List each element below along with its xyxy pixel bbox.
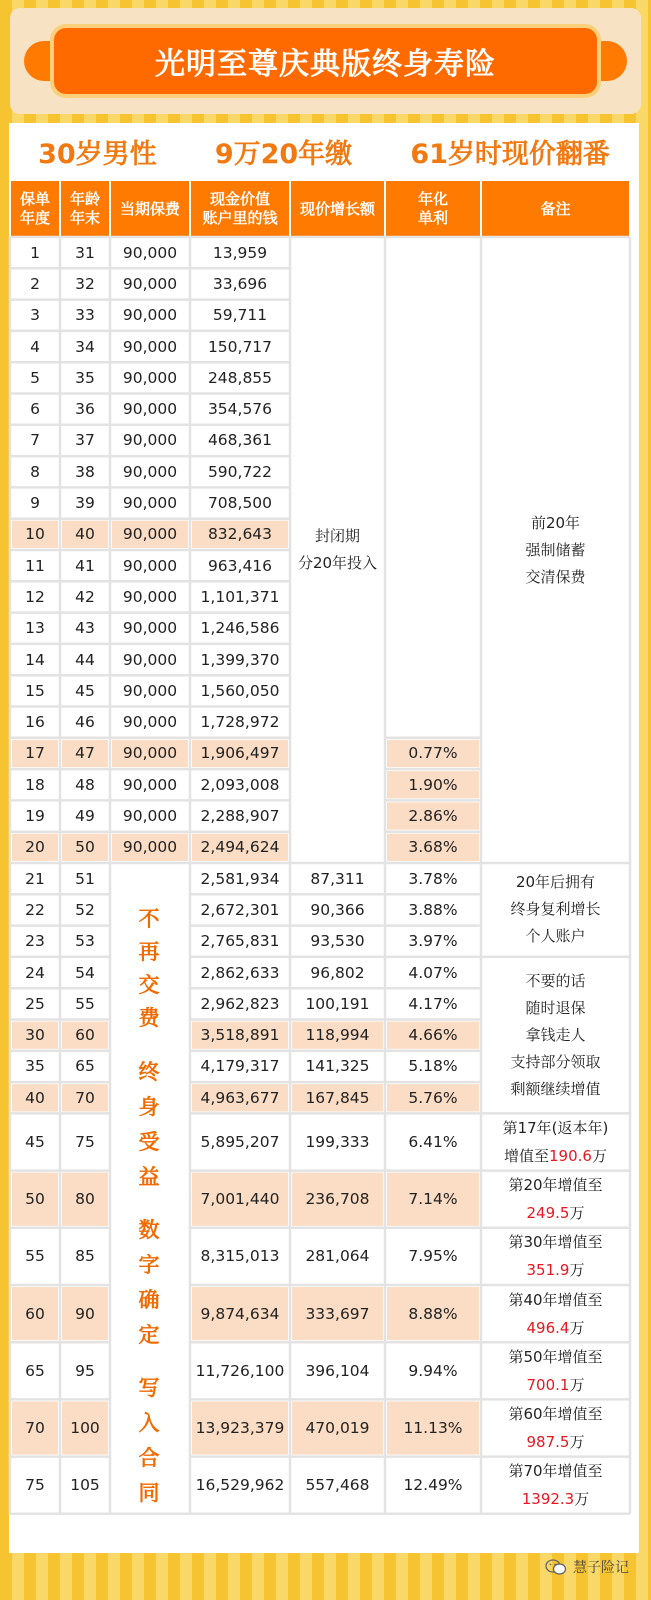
milestone-label: 第20年增值至 [508, 1176, 603, 1195]
cell-year: 23 [25, 932, 45, 951]
milestone-note [481, 1457, 630, 1514]
cell-age: 46 [75, 713, 95, 732]
column-header-text: 账户里的钱 [202, 209, 278, 227]
milestone-label: 第70年增值至 [508, 1462, 603, 1481]
milestone-unit: 万 [574, 1490, 590, 1509]
cell-rate: 11.13% [403, 1418, 463, 1437]
cell-rate: 4.07% [408, 963, 458, 982]
cell-age: 80 [75, 1190, 95, 1209]
note-line: 个人账户 [525, 927, 586, 946]
cell-age: 49 [75, 807, 95, 826]
cell-year: 16 [25, 713, 45, 732]
page-title: 光明至尊庆典版终身寿险 [54, 28, 597, 94]
column-header-text: 年末 [69, 209, 100, 227]
note-first-20-years [481, 237, 630, 863]
cell-age: 52 [75, 900, 95, 919]
vertical-slogan [110, 0, 188, 1600]
cell-year: 1 [30, 243, 40, 262]
cell-rate: 12.49% [403, 1476, 463, 1495]
milestone-unit: 万 [569, 1318, 585, 1337]
cell-premium: 90,000 [122, 807, 178, 826]
vertical-char: 写 [138, 1376, 160, 1400]
cell-cash: 963,416 [207, 556, 273, 575]
cell-rate: 6.41% [408, 1132, 458, 1151]
column-header [190, 181, 290, 237]
cell-age: 65 [75, 1057, 95, 1076]
cell-year: 13 [25, 619, 45, 638]
cell-cash: 4,179,317 [200, 1057, 280, 1076]
cell-cash: 2,765,831 [200, 932, 280, 951]
cell-growth: 199,333 [305, 1132, 370, 1151]
cell-cash: 150,717 [207, 337, 273, 356]
cell-age: 41 [75, 556, 95, 575]
cell-year: 50 [25, 1190, 45, 1209]
cell-cash: 354,576 [207, 400, 273, 419]
cell-year: 70 [25, 1418, 45, 1437]
milestone-unit: 万 [569, 1204, 585, 1223]
cell-premium: 90,000 [122, 744, 178, 763]
column-header-text: 保单 [19, 190, 50, 208]
cell-cash: 13,959 [212, 243, 268, 262]
cell-cash: 832,643 [207, 525, 273, 544]
cell-year: 3 [30, 306, 40, 325]
cell-age: 75 [75, 1132, 95, 1151]
cell-growth: 118,994 [305, 1026, 370, 1045]
milestone-amount: 1392.3 [521, 1490, 575, 1509]
cell-growth: 281,064 [305, 1247, 370, 1266]
milestone-note [481, 1228, 630, 1285]
cell-rate: 8.88% [408, 1304, 458, 1323]
milestone-value [527, 1428, 585, 1456]
cell-premium: 90,000 [122, 494, 178, 513]
cell-year: 22 [25, 900, 45, 919]
milestone-label: 第30年增值至 [508, 1233, 603, 1252]
milestone-label: 第40年增值至 [508, 1290, 603, 1309]
column-header-text: 年龄 [69, 190, 100, 208]
cell-age: 38 [75, 462, 95, 481]
cell-premium: 90,000 [122, 556, 178, 575]
cell-year: 21 [25, 869, 45, 888]
milestone-amount: 496.4 [526, 1318, 570, 1337]
cell-growth: 236,708 [305, 1190, 370, 1209]
cell-growth: 470,019 [305, 1418, 370, 1437]
cell-age: 33 [75, 306, 95, 325]
vertical-char: 合 [138, 1446, 160, 1470]
cell-year: 18 [25, 775, 45, 794]
cell-age: 48 [75, 775, 95, 794]
cell-premium: 90,000 [122, 400, 178, 419]
cell-premium: 90,000 [122, 431, 178, 450]
cell-cash: 468,361 [207, 431, 273, 450]
cell-year: 65 [25, 1361, 45, 1380]
vertical-char: 同 [138, 1481, 160, 1505]
cell-premium: 90,000 [122, 306, 178, 325]
cell-rate: 1.90% [408, 775, 458, 794]
column-header-text: 年化 [417, 190, 448, 208]
vertical-char: 入 [138, 1411, 160, 1435]
cell-growth: 167,845 [305, 1088, 370, 1107]
cell-growth: 141,325 [305, 1057, 370, 1076]
milestone-note [481, 1342, 630, 1399]
cell-cash: 16,529,962 [195, 1476, 285, 1495]
cell-cash: 2,581,934 [200, 869, 280, 888]
note-line: 不要的话 [525, 971, 586, 990]
cell-premium: 90,000 [122, 713, 178, 732]
note-line: 20年后拥有 [515, 873, 596, 892]
cell-growth: 333,697 [305, 1304, 370, 1323]
note-line: 随时退保 [525, 998, 586, 1017]
cell-premium: 90,000 [122, 274, 178, 293]
cell-year: 25 [25, 994, 45, 1013]
note-line: 前20年 [530, 513, 581, 532]
cell-cash: 8,315,013 [200, 1247, 280, 1266]
milestone-note [481, 1113, 630, 1170]
cell-age: 50 [75, 838, 95, 857]
cell-age: 60 [75, 1026, 95, 1045]
cell-age: 31 [75, 243, 95, 262]
cell-year: 4 [30, 337, 40, 356]
cell-cash: 1,246,586 [200, 619, 280, 638]
closed-period-note [290, 237, 385, 863]
cell-year: 45 [25, 1132, 45, 1151]
cell-year: 55 [25, 1247, 45, 1266]
milestone-note [481, 1399, 630, 1456]
column-header [481, 181, 630, 237]
vertical-char: 受 [138, 1130, 160, 1154]
cell-premium: 90,000 [122, 838, 178, 857]
cell-age: 53 [75, 932, 95, 951]
cell-cash: 59,711 [212, 306, 268, 325]
cell-year: 2 [30, 274, 40, 293]
cell-cash: 2,862,633 [200, 963, 280, 982]
vertical-char: 定 [138, 1323, 160, 1347]
cell-year: 5 [30, 368, 40, 387]
note-line: 终身复利增长 [510, 900, 601, 919]
cell-rate: 0.77% [408, 744, 458, 763]
note-line: 剩额继续增值 [510, 1079, 601, 1098]
cell-cash: 13,923,379 [195, 1418, 285, 1437]
vertical-char: 终 [138, 1060, 160, 1084]
cell-year: 60 [25, 1304, 45, 1323]
cell-growth: 93,530 [310, 932, 365, 951]
cell-cash: 1,101,371 [200, 587, 280, 606]
cell-premium: 90,000 [122, 650, 178, 669]
cell-premium: 90,000 [122, 243, 178, 262]
column-header [385, 181, 481, 237]
milestone-label: 第17年(返本年) [502, 1118, 609, 1137]
milestone-value [527, 1256, 585, 1284]
cell-year: 8 [30, 462, 40, 481]
milestone-value [527, 1371, 585, 1399]
column-header-text: 年度 [19, 209, 50, 227]
cell-year: 10 [25, 525, 45, 544]
vertical-char: 费 [138, 1006, 160, 1030]
cell-cash: 1,399,370 [200, 650, 280, 669]
cell-premium: 90,000 [122, 681, 178, 700]
cell-age: 43 [75, 619, 95, 638]
cell-year: 40 [25, 1088, 45, 1107]
milestone-label: 第50年增值至 [508, 1347, 603, 1366]
cell-age: 54 [75, 963, 95, 982]
milestone-unit: 万 [591, 1146, 607, 1165]
milestone-unit: 万 [569, 1432, 585, 1451]
subtitle-payment: 9万20年缴 [214, 138, 353, 170]
milestone-value [504, 1142, 607, 1170]
milestone-amount: 351.9 [526, 1261, 570, 1280]
column-header [60, 181, 110, 237]
vertical-char: 数 [138, 1218, 160, 1242]
cell-cash: 5,895,207 [200, 1132, 280, 1151]
cell-rate: 4.66% [408, 1026, 458, 1045]
note-withdraw [481, 957, 630, 1114]
milestone-unit: 万 [569, 1261, 585, 1280]
cell-cash: 11,726,100 [195, 1361, 285, 1380]
cell-year: 24 [25, 963, 45, 982]
cell-cash: 248,855 [207, 368, 273, 387]
cell-rate: 5.76% [408, 1088, 458, 1107]
cell-growth: 87,311 [310, 869, 365, 888]
vertical-char: 交 [138, 973, 160, 997]
cell-cash: 2,288,907 [200, 807, 280, 826]
cell-cash: 33,696 [212, 274, 268, 293]
cell-cash: 3,518,891 [200, 1026, 280, 1045]
cell-cash: 1,728,972 [200, 713, 280, 732]
cell-premium: 90,000 [122, 775, 178, 794]
column-header-text: 现价增长额 [299, 199, 375, 218]
cell-year: 20 [25, 838, 45, 857]
cell-age: 100 [70, 1418, 100, 1437]
cell-cash: 2,093,008 [200, 775, 280, 794]
cell-age: 34 [75, 337, 95, 356]
cell-rate: 3.97% [408, 932, 458, 951]
cell-growth: 90,366 [310, 900, 365, 919]
cell-age: 95 [75, 1361, 95, 1380]
note-line: 封闭期 [314, 527, 360, 545]
cell-rate: 3.88% [408, 900, 458, 919]
cell-year: 19 [25, 807, 45, 826]
cell-age: 90 [75, 1304, 95, 1323]
cell-cash: 2,494,624 [200, 838, 280, 857]
note-line: 强制储蓄 [525, 540, 586, 559]
cell-premium: 90,000 [122, 525, 178, 544]
cell-cash: 590,722 [207, 462, 273, 481]
vertical-char: 字 [138, 1253, 160, 1277]
note-line: 交清保费 [525, 567, 586, 586]
cell-cash: 4,963,677 [200, 1088, 280, 1107]
cell-age: 32 [75, 274, 95, 293]
cell-cash: 7,001,440 [200, 1190, 280, 1209]
cell-age: 37 [75, 431, 95, 450]
cell-age: 36 [75, 400, 95, 419]
cell-year: 30 [25, 1026, 45, 1045]
column-header-text: 当期保费 [119, 199, 180, 218]
column-header [290, 181, 385, 237]
milestone-value [527, 1199, 585, 1227]
cell-year: 7 [30, 431, 40, 450]
cell-growth: 396,104 [305, 1361, 370, 1380]
cell-rate: 4.17% [408, 994, 458, 1013]
cell-year: 11 [25, 556, 45, 575]
subtitle-double: 61岁时现价翻番 [410, 138, 610, 170]
cell-year: 15 [25, 681, 45, 700]
milestone-value [527, 1314, 585, 1342]
wechat-icon [545, 1559, 567, 1575]
cell-age: 85 [75, 1247, 95, 1266]
column-header-text: 单利 [417, 209, 448, 227]
cell-growth: 557,468 [305, 1476, 370, 1495]
milestone-label: 第60年增值至 [508, 1404, 603, 1423]
footer-account-name: 慧子险记 [573, 1560, 629, 1576]
cell-age: 51 [75, 869, 95, 888]
cell-premium: 90,000 [122, 368, 178, 387]
cell-premium: 90,000 [122, 337, 178, 356]
cell-year: 9 [30, 494, 40, 513]
cell-growth: 100,191 [305, 994, 370, 1013]
cell-age: 45 [75, 681, 95, 700]
cell-rate: 7.95% [408, 1247, 458, 1266]
cell-rate: 2.86% [408, 807, 458, 826]
footer-brand [545, 1557, 629, 1577]
cell-premium: 90,000 [122, 462, 178, 481]
cell-age: 47 [75, 744, 95, 763]
cell-cash: 708,500 [207, 494, 273, 513]
column-header [10, 181, 60, 237]
cell-cash: 9,874,634 [200, 1304, 280, 1323]
cell-year: 14 [25, 650, 45, 669]
vertical-char: 益 [138, 1165, 160, 1189]
cell-age: 35 [75, 368, 95, 387]
cell-year: 6 [30, 400, 40, 419]
milestone-value [522, 1485, 590, 1513]
milestone-prefix: 增值至 [504, 1146, 550, 1165]
cell-age: 42 [75, 587, 95, 606]
cell-rate: 7.14% [408, 1190, 458, 1209]
milestone-amount: 700.1 [526, 1375, 570, 1394]
note-line: 支持部分领取 [510, 1052, 601, 1071]
cell-cash: 1,906,497 [200, 744, 280, 763]
note-after-20-years [481, 863, 630, 957]
cell-age: 55 [75, 994, 95, 1013]
cell-year: 17 [25, 744, 45, 763]
cell-age: 40 [75, 525, 95, 544]
cell-age: 70 [75, 1088, 95, 1107]
cell-rate: 5.18% [408, 1057, 458, 1076]
subtitle-age: 30岁男性 [38, 138, 157, 170]
vertical-char: 身 [138, 1095, 160, 1119]
cell-year: 12 [25, 587, 45, 606]
cell-cash: 2,962,823 [200, 994, 280, 1013]
cell-rate: 3.78% [408, 869, 458, 888]
note-line: 拿钱走人 [525, 1025, 586, 1044]
cell-premium: 90,000 [122, 587, 178, 606]
cell-age: 44 [75, 650, 95, 669]
cell-growth: 96,802 [310, 963, 365, 982]
cell-year: 75 [25, 1476, 45, 1495]
vertical-char: 确 [138, 1288, 160, 1312]
cell-rate: 9.94% [408, 1361, 458, 1380]
cell-premium: 90,000 [122, 619, 178, 638]
milestone-note [481, 1171, 630, 1228]
cell-cash: 2,672,301 [200, 900, 280, 919]
cell-cash: 1,560,050 [200, 681, 280, 700]
vertical-char: 再 [138, 940, 160, 964]
cell-age: 39 [75, 494, 95, 513]
cell-rate: 3.68% [408, 838, 458, 857]
column-header-text: 备注 [540, 199, 571, 218]
column-header-text: 现金价值 [209, 190, 270, 208]
milestone-unit: 万 [569, 1375, 585, 1394]
note-line: 分20年投入 [297, 554, 378, 572]
cell-age: 105 [70, 1476, 100, 1495]
cell-year: 35 [25, 1057, 45, 1076]
vertical-char: 不 [138, 907, 160, 931]
milestone-amount: 249.5 [526, 1204, 570, 1223]
milestone-note [481, 1285, 630, 1342]
milestone-amount: 987.5 [526, 1432, 570, 1451]
milestone-amount: 190.6 [549, 1146, 592, 1165]
